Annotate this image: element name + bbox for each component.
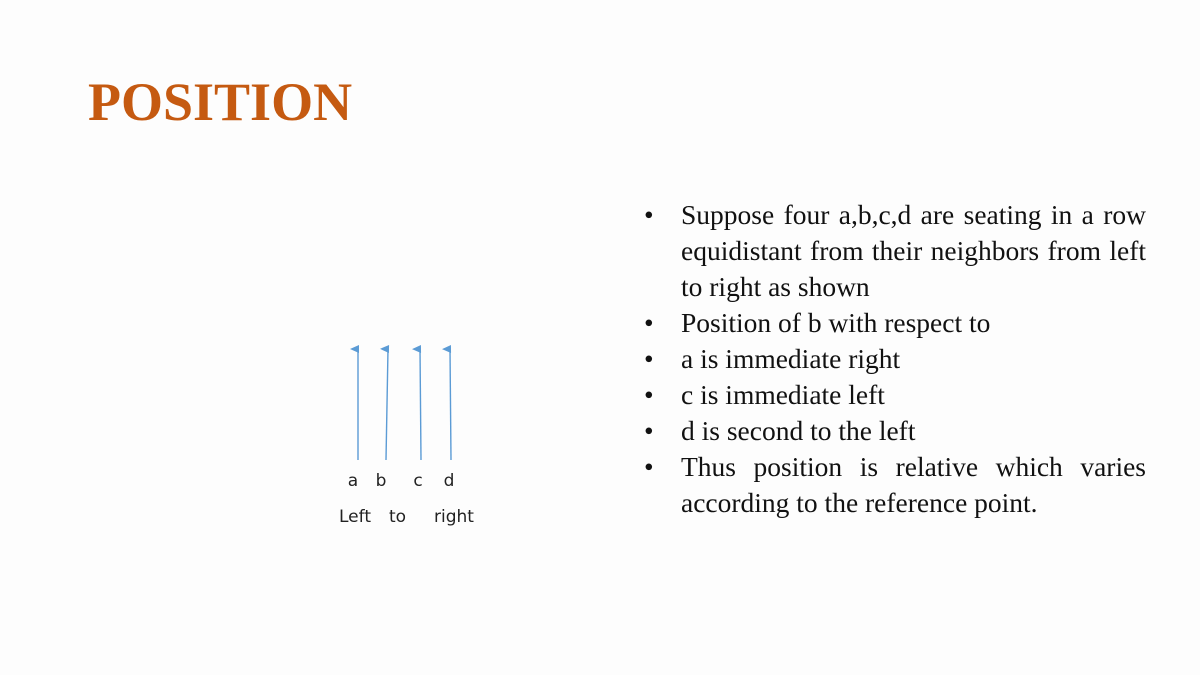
arrow-b	[386, 349, 388, 460]
arrow-c	[420, 349, 421, 460]
direction-word-right: right	[434, 507, 474, 527]
bullet-marker: •	[644, 307, 654, 338]
bullet-text: c is immediate left	[681, 379, 885, 410]
direction-word-to: to	[389, 507, 407, 527]
bullet-item	[644, 341, 1146, 377]
direction-word-left: Left	[339, 507, 371, 527]
label-c: c	[413, 471, 423, 491]
bullet-marker: •	[644, 451, 654, 482]
bullet-text: Thus position is relative which varies according to the reference point.	[681, 451, 1146, 518]
bullet-item	[644, 305, 1146, 341]
label-b: b	[375, 471, 387, 491]
bullet-item	[644, 197, 1146, 305]
label-d: d	[443, 471, 455, 491]
slide-title: POSITION	[88, 72, 353, 132]
bullet-item	[644, 449, 1146, 521]
bullet-item	[644, 413, 1146, 449]
bullet-marker: •	[644, 379, 654, 410]
arrow-d	[450, 349, 451, 460]
bullet-marker: •	[644, 343, 654, 374]
bullet-list	[644, 197, 1146, 521]
label-a: a	[347, 471, 359, 491]
bullet-marker: •	[644, 199, 654, 230]
bullet-text: d is second to the left	[681, 415, 916, 446]
bullet-text: Position of b with respect to	[681, 307, 991, 338]
bullet-item	[644, 377, 1146, 413]
bullet-text: a is immediate right	[681, 343, 901, 374]
bullet-text: Suppose four a,b,c,d are seating in a row equidistant from their neighbors from left to right as shown	[681, 199, 1146, 302]
bullet-marker: •	[644, 415, 654, 446]
